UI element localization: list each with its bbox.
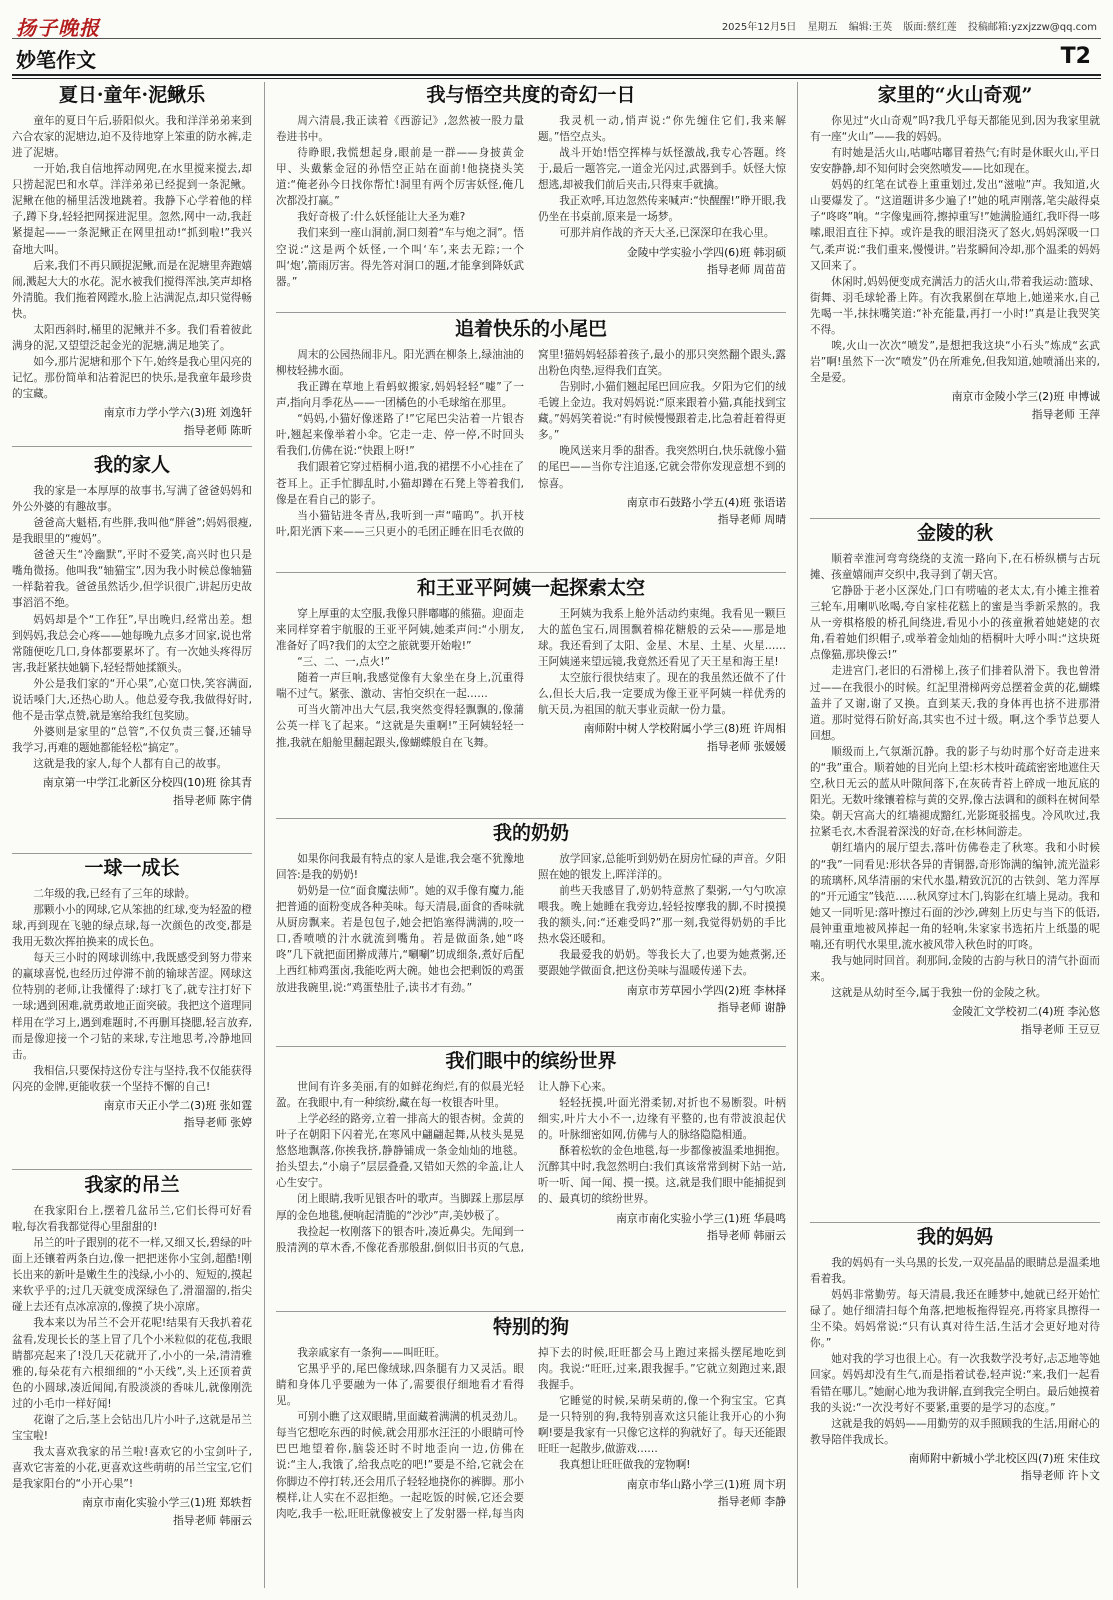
article-paragraph: 待睁眼,我慌想起身,眼前是一群——身披黄金甲、头戴紫金冠的孙悟空正站在面前!他挠挠头笑道:“俺老孙今日找你帮忙!洞里有两个厉害妖怪,俺几次都没打赢。” [276, 146, 524, 208]
article-paragraph: 太空旅行很快结束了。现在的我虽然还做不了什么,但长大后,我一定要成为像王亚平阿姨一样优秀的航天员,为祖国的航天事业贡献一份力量。 [538, 672, 786, 717]
article-byline [538, 982, 786, 1017]
article-paragraph: 每天三小时的网球训练中,我既感受到努力带来的赢球喜悦,也经历过停滞不前的输球苦涩。网球这位特别的老师,让我懂得了:球打飞了,就专注打好下一球;遇到困难,就勇敢地正面突破。我把这个道理同样用在学习上,遇到难题时,不再删耳挠腮,轻言放弃,而是像迎接一个刁钻的来球,专注地思考,冷静地回击。 [12, 952, 252, 1061]
article-byline [538, 720, 786, 755]
article-paragraph: 走进宫门,老旧的石滑梯上,孩子们排着队滑下。我也曾滑过——在我很小的时候。红記里滑梯两旁总摆着金黄的花,蝴蝶盖并了又谢,谢了又换。直到某天,我的身体再也挤不进那滑道。那时觉得石阶好高,其实也不过十级。啊,这个季节总要人回想。 [810, 665, 1100, 742]
article-byline [12, 1494, 252, 1529]
article-title: 我与悟空共度的奇幻一日 [426, 84, 636, 106]
article-paragraph: 唉,火山一次次“喷发”,是想把我这块“小石头”炼成“玄武岩”啊!虽然下一次“喷发”仍在所难免,但我知道,她喷涌出来的,全是爱。 [810, 340, 1100, 385]
article-paragraph: 顺着幸淮河弯弯绕绕的支流一路向下,在石桥纵横与古玩摊、孩童嬉闹声交织中,我寻到了朝天宫。 [810, 552, 1100, 581]
author-name: 南京市石鼓路小学五(4)班 张语诺 [626, 495, 786, 509]
article-paragraph: 酥着松软的金色地毯,每一步都像被温柔地拥抱。沉醉其中时,我忽然明白:我们真该常常到树下站一站,听一听、闻一闻、摸一摸。这,就是我们眼中能捕捉到的、最真切的缤纷世界。 [538, 1145, 786, 1206]
article-title: 特别的狗 [492, 1316, 569, 1338]
article-paragraph: 告别时,小猫们翘起尾巴回应我。夕阳为它们的绒毛镀上金边。我对妈妈说:“原来跟着小猫,真能找到宝藏。”妈妈笑着说:“有时候慢慢跟着走,比急着赶着得更多。” [538, 380, 786, 442]
article-paragraph: 外公是我们家的“开心果”,心宽口快,笑容满面,说话嗓门大,还热心助人。他总爱夸我,我做得好时,他不是击掌点赞,就是塞给我红包奖励。 [12, 677, 252, 723]
article-title: 追着快乐的小尾巴 [454, 318, 607, 340]
article-title: 我们眼中的缤纷世界 [445, 1050, 617, 1072]
issue-editor: 编辑:王英 [848, 22, 893, 33]
teacher-name: 指导老师 王萍 [1031, 407, 1100, 421]
author-name: 南京市南化实验小学三(1)班 华晨鸣 [616, 1211, 786, 1225]
article-paragraph: 妈妈非常勤劳。每天清晨,我还在睡梦中,她就已经开始忙碌了。她仔细清扫每个角落,把地板拖得锃亮,再将家具擦得一尘不染。妈妈常说:“只有认真对待生活,生活才会更好地对待你。” [810, 1288, 1100, 1350]
article-paragraph: 我太喜欢我家的吊兰啦!喜欢它的小宝剑叶子,喜欢它害羞的小花,更喜欢这些萌萌的吊兰宝宝,它们是我家阳台的“小开心果”! [12, 1446, 252, 1491]
article-paragraph: 它静卧于老小区深处,门口有唠嗑的老太太,有小摊主推着三轮车,用喇叭吆喝,夸自家桂花糕上的蜜是当季新采熬的。我从一旁棋格般的桥孔间绕进,看见小小的孩童揪着她姥姥的衣角,看着她们织帽子,或举着金灿灿的梧桐叶大呼小叫:“这块斑点像猫,那块像云!” [810, 584, 1100, 662]
article-paragraph: 我正蹲在草地上看蚂蚁搬家,妈妈轻轻“嘘”了一声,指向月季花丛——一团橘色的小毛球缩在那里。 [276, 380, 524, 410]
article-special-dog [276, 1316, 786, 1590]
article-body [12, 1203, 252, 1529]
article-colorful-world [276, 1050, 786, 1306]
article-paragraph: 王阿姨为我系上舱外活动约束绳。我看见一颗巨大的蓝色宝石,周围飘着棉花糖般的云朵——那是地球。我还看到了太阳、金星、木星、土星、火星……王阿姨递来望远镜,我竟然还看见了天王星和海王星! [538, 607, 786, 669]
article-byline [538, 494, 786, 529]
article-title: 我家的吊兰 [84, 1174, 180, 1196]
teacher-name: 指导老师 王豆豆 [1020, 1022, 1100, 1036]
article-body [276, 606, 786, 755]
section-divider [810, 518, 1100, 519]
author-name: 南京市南化实验小学三(1)班 郑轶哲 [82, 1496, 252, 1510]
article-paragraph: 我捡起一枚刚落下的银杏叶,凑近鼻尖。先闻到一股清洌的草木香,不像花香那般甜,倒似旧书页的气息,让人静下心来。 [276, 1080, 613, 1254]
article-body [12, 886, 252, 1132]
article-byline [810, 1450, 1100, 1485]
article-title: 夏日·童年·泥鳅乐 [58, 84, 206, 106]
article-my-mom [810, 1226, 1100, 1590]
article-byline [810, 388, 1100, 423]
article-spider-plant [12, 1174, 252, 1590]
article-paragraph: 这就是从幼时至今,属于我独一份的金陵之秋。 [831, 987, 1047, 1000]
article-paragraph: 那颗小小的网球,它从笨拙的红球,变为轻盈的橙球,再到现在飞驰的绿点球,每一次颜色的改变,都是我用无数次挥拍换来的成长色。 [12, 903, 252, 949]
masthead-thick-rule [12, 74, 1101, 76]
article-paragraph: 随着一声巨响,我感觉像有大象坐在身上,沉重得喘不过气。紧张、激动、害怕交织在一起…… [276, 672, 524, 701]
article-my-family [12, 454, 252, 849]
teacher-name: 指导老师 陈昕 [183, 423, 252, 437]
teacher-name: 指导老师 许卜文 [1020, 1469, 1100, 1483]
article-paragraph: 世间有许多美丽,有的如鲜花绚烂,有的似晨光轻盈。在我眼中,有一种缤纷,藏在每一枚银杏叶里。 [276, 1080, 524, 1109]
article-paragraph: 花谢了之后,茎上会钻出几片小叶子,这就是吊兰宝宝啦! [12, 1414, 252, 1443]
article-title: 和王亚平阿姨一起探索太空 [416, 577, 645, 599]
teacher-name: 指导老师 陈宇倩 [172, 793, 252, 807]
article-paragraph: 这就是我的家人,每个人都有自己的故事。 [33, 758, 228, 771]
teacher-name: 指导老师 周晴 [717, 512, 786, 526]
author-name: 南京市天正小学二(3)班 张如霆 [103, 1099, 252, 1113]
article-paragraph: 可那并肩作战的齐天大圣,已深深印在我心里。 [559, 227, 775, 240]
article-paragraph: 休闲时,妈妈便变成充满活力的活火山,带着我运动:篮球、街舞、羽毛球轮番上阵。有次我累倒在草地上,她递来水,自己先喝一半,抹抹嘴笑道:“补充能量,再打一小时!”真是让我哭笑不得。 [810, 275, 1100, 337]
author-name: 南师附中树人学校附属小学三(8)班 许周相 [583, 722, 786, 736]
article-byline [12, 404, 252, 439]
article-paragraph: 爸爸天生“冷幽默”,平时不爱笑,高兴时也只是嘴角微扬。他叫我“轴猫宝”,因为我小时候总像轴猫一样黏着我。爸爸虽然话少,但学识很广,讲起历史故事滔滔不绝。 [12, 549, 252, 610]
article-paragraph: 太阳西斜时,桶里的泥鳅并不多。我们看着彼此满身的泥,又望望泛起金光的泥塘,满足地笑了。 [12, 324, 252, 353]
teacher-name: 指导老师 李静 [717, 1494, 786, 1508]
article-paragraph: 朝红墙内的展厅望去,落叶仿佛卷走了秋寒。我和小时候的“我”一同看见:形状各异的青铜器,奇形饰满的编钟,流光溢彩的琉璃杯,风华清丽的宋代水墨,精致沉沉的古铁剑、笔力浑厚的“开元通宝”钱范……秋风穿过木门,钩影在红墙上晃动。我和她又一同听见:落叶擦过石面的沙沙,碑刻上历史与当下的低语,晨钟重重地被风捧起一角的轻响,朱家家书选拓片上纸墨的呢喃,还有明代水果里,流水被风带入秋色时的叮咚。 [810, 842, 1100, 952]
masthead [12, 8, 1101, 78]
article-paragraph: 上学必经的路旁,立着一排高大的银杏树。金黄的叶子在朝阳下闪着光,在寒风中翩翩起舞,从枝头晃晃悠悠地飘落,你挨我挤,静静铺成一条金灿灿的地毯。抬头望去,“小扇子”层层叠叠,又错如天然的伞盖,让人心生安宁。 [276, 1112, 524, 1190]
article-byline [12, 774, 252, 809]
article-body [276, 1345, 786, 1522]
article-paragraph: 外婆则是家里的“总管”,不仅负责三餐,还辅导我学习,再难的题她都能轻松“搞定”。 [12, 726, 252, 755]
section-divider [276, 1046, 786, 1047]
masthead-thin-rule [12, 38, 1101, 39]
article-paragraph: 童年的夏日午后,骄阳似火。我和洋洋弟弟来到六合农家的泥塘边,迫不及待地穿上笨重的防水裤,走进了泥塘。 [12, 114, 252, 159]
article-body [276, 113, 786, 290]
article-body [12, 483, 252, 809]
article-jinling-autumn [810, 522, 1100, 1218]
article-paragraph: 这就是我的妈妈——用勤劳的双手照顾我的生活,用耐心的教导陪伴我成长。 [810, 1417, 1100, 1446]
article-paragraph: 我本来以为吊兰不会开花呢!结果有天我扒着花盆看,发现长长的茎上冒了几个小米粒似的花苞,我眼睛都亮起来了!没几天花就开了,小小的一朵,清清雅雅的,每朵花有六根细细的“小天线”,头上还顶着黄色的小圆球,凑近闻闻,有股淡淡的香味儿,就像刚洗过的小毛巾一样好闻! [12, 1317, 252, 1410]
article-summer-loach [12, 84, 252, 439]
article-space-trip [276, 577, 786, 813]
article-my-grandma [276, 822, 786, 1042]
article-paragraph: 可当火箭冲出大气层,我突然变得轻飘飘的,像蒲公英一样飞了起来。“这就是失重啊!”王阿姨轻轻一推,我就在船舱里翻起跟头,像蝴蝶般自在飞舞。 [276, 704, 524, 749]
article-paragraph: 我的家是一本厚厚的故事书,写满了爸爸妈妈和外公外婆的有趣故事。 [12, 484, 252, 513]
article-paragraph: 在我家阳台上,摆着几盆吊兰,它们长得可好看啦,每次看我都觉得心里甜甜的! [12, 1204, 252, 1233]
article-byline [538, 1210, 786, 1245]
article-body [810, 113, 1100, 423]
issue-weekday: 星期五 [807, 22, 838, 33]
article-paragraph: 穿上厚重的太空服,我像只胖嘟嘟的熊猫。迎面走来同样穿着宇航服的王亚平阿姨,她柔声问:“小朋友,准备好了吗?我们的太空之旅就要开始啦!” [276, 607, 524, 652]
teacher-name: 指导老师 张媛媛 [706, 739, 786, 753]
article-body [810, 551, 1100, 1038]
article-paragraph: 吊兰的叶子跟别的花不一样,又细又长,碧绿的叶面上还镶着两条白边,像一把把迷你小宝剑,超酷!刚长出来的新叶是嫩生生的浅绿,小小的、短短的,摸起来软乎乎的;过几天就变成深绿色了,滑溜溜的,指尖碰上去还有点冰凉凉的,像摸了块小凉席。 [12, 1236, 252, 1314]
article-paragraph: 如果你问我最有特点的家人是谁,我会毫不犹豫地回答:是我的奶奶! [276, 852, 524, 881]
masthead-double-rule [12, 78, 1101, 79]
article-paragraph: “三、二、一,点火!” [297, 656, 390, 669]
article-paragraph: 闭上眼睛,我听见银杏叶的歌声。当脚踩上那层厚厚的金色地毯,便响起清脆的“沙沙”声,美妙极了。 [276, 1193, 524, 1222]
submission-email: 投稿邮箱:yzxjzzw@qq.com [967, 22, 1097, 33]
page-number: T2 [1060, 44, 1091, 69]
author-name: 金陵汇文学校初二(4)班 李沁悠 [951, 1005, 1100, 1019]
newspaper-logo: 扬子晚报 [16, 16, 100, 40]
article-paragraph: 周末的公园热闹非凡。阳光洒在柳条上,绿油油的柳枝轻拂水面。 [276, 348, 524, 377]
article-wukong-day [276, 84, 786, 305]
article-volcano-mom [810, 84, 1100, 514]
article-body [276, 1079, 786, 1256]
section-divider [810, 1222, 1100, 1223]
article-title: 家里的“火山奇观” [877, 84, 1033, 106]
article-paragraph: 放学回家,总能听到奶奶在厨房忙碌的声音。夕阳照在她的银发上,晖洋洋的。 [538, 852, 786, 881]
article-paragraph: 我亲戚家有一条狗——叫旺旺。 [297, 1346, 446, 1359]
article-byline [538, 1476, 786, 1511]
section-divider [276, 572, 786, 573]
column-divider-right [797, 82, 798, 1588]
article-tennis-growth [12, 857, 252, 1164]
article-paragraph: 有时她是活火山,咕嘟咕嘟冒着热气;有时是休眠火山,平日安安静静,却不知何时会突然喷发——比如现在。 [810, 146, 1100, 176]
article-paragraph: 周六清晨,我正读着《西游记》,忽然被一股力量卷进书中。 [276, 114, 524, 143]
section-divider [276, 312, 786, 313]
article-paragraph: 它黑乎乎的,尾巴像绒球,四条腿有力又灵活。眼睛和身体几乎要融为一体了,需要很仔细地看才看得见。 [276, 1362, 524, 1408]
teacher-name: 指导老师 韩丽云 [706, 1228, 786, 1242]
section-divider [276, 818, 786, 819]
article-paragraph: 战斗开始!悟空挥棒与妖怪激战,我专心答题。终于,最后一题答完,一道金光闪过,武器到手。妖怪大惊想逃,却被我们前后夹击,只得束手就擒。 [538, 146, 786, 192]
article-paragraph: 当小猫钻进冬青丛,我听到一声“喵呜”。扒开枝叶,阳光洒下来——三只更小的毛团正睡在旧毛衣做的窝里!猫妈妈轻舔着孩子,最小的那只突然翻个跟头,露出粉色肉垫,逗得我们直笑。 [276, 348, 786, 538]
article-byline [538, 244, 786, 279]
article-body [810, 1255, 1100, 1485]
section-divider [12, 853, 252, 854]
article-paragraph: 我正欢呼,耳边忽然传来喊声:“快醒醒!”睁开眼,我仍坐在书桌前,原来是一场梦。 [538, 195, 786, 224]
article-paragraph: 如今,那片泥塘和那个下午,始终是我心里闪亮的记忆。那份简单和沾着泥巴的快乐,是我童年最珍贵的宝藏。 [12, 356, 252, 401]
article-title: 金陵的秋 [916, 522, 993, 544]
article-title: 我的奶奶 [492, 822, 569, 844]
article-paragraph: 妈妈却是个“工作狂”,早出晚归,经常出差。想到妈妈,我总会心疼——她每晚九点多才回家,说也常常随便吃几口,身体都要累坏了。有一次她头疼得厉害,我赶紧扶她躺下,轻轻帮她揉额头。 [12, 613, 252, 674]
section-divider [12, 446, 252, 447]
article-paragraph: 她对我的学习也很上心。有一次我数学没考好,忐忑地等她回家。妈妈却没有生气,而是指着试卷,轻声说:“来,我们一起看看错在哪儿。”她耐心地为我讲解,直到我完全明白。最后她摸着我的头说:“一次没考好不要紧,重要的是学习的态度。” [810, 1353, 1100, 1414]
article-paragraph: 后来,我们不再只顾捉泥鳅,而是在泥塘里奔跑嬉闹,溅起大大的水花。泥水被我们搅得浑浊,笑声却格外清脆。我们拖着网蹚水,脸上沾满泥点,却只觉得畅快。 [12, 259, 252, 320]
article-paragraph: “妈妈,小猫好像迷路了!”它尾巴尖沾着一片银杏叶,翘起来像举着小伞。它走一走、停一停,不时回头看我们,仿佛在说:“快跟上呀!” [276, 413, 524, 458]
section-divider [276, 1311, 786, 1312]
article-paragraph: 妈妈的红笔在试卷上重重划过,发出“滋啦”声。我知道,火山要爆发了。“这道题讲多少遍了!”她的吼声刚落,笔尖敲得桌子“咚咚”响。“字像鬼画符,擦掉重写!”她满脸通红,我吓得一哆嗦,眼泪直往下掉。或许是我的眼泪浇灭了怒火,妈妈深吸一口气,柔声说:“我们重来,慢慢讲。”岩浆瞬间冷却,那个温柔的妈妈又回来了。 [810, 179, 1100, 272]
author-name: 金陵中学实验小学四(6)班 韩羽硕 [626, 245, 786, 259]
issue-date: 2025年12月5日 [721, 22, 797, 33]
author-name: 南师附中新城小学北校区四(7)班 宋佳玟 [908, 1451, 1100, 1465]
article-paragraph: 可别小瞧了这双眼睛,里面藏着满满的机灵劲儿。每当它想吃东西的时候,就会用那水汪汪的小眼睛可怜巴巴地望着你,脑袋还时不时地歪向一边,仿佛在说:“主人,我饿了,给我点吃的吧!”要是不给,它就会在你脚边不停打转,还会用爪子轻轻地挠你的裤脚。那小模样,让人实在不忍拒绝。一起吃饭的时候,它还会要肉吃,我手一松,旺旺就像被安上了发射器一样,每当肉掉下去的时候,旺旺都会马上跑过来摇头摆尾地吃到肉。我说:“旺旺,过来,跟我握手。”它就立刻跑过来,跟我握手。 [276, 1346, 786, 1520]
article-paragraph: 我与她同时回首。刹那间,金陵的古韵与秋日的清气扑面而来。 [810, 955, 1100, 984]
author-name: 南京市力学小学六(3)班 刘逸轩 [103, 406, 252, 420]
article-byline [810, 1003, 1100, 1038]
section-divider [12, 1169, 252, 1170]
article-byline [12, 1097, 252, 1132]
author-name: 南京市金陵小学三(2)班 申博诚 [951, 390, 1100, 404]
teacher-name: 指导老师 韩丽云 [172, 1513, 252, 1527]
article-title: 我的家人 [93, 454, 170, 476]
author-name: 南京市芳草园小学四(2)班 李林择 [626, 983, 786, 997]
article-paragraph: 我最爱我的奶奶。等我长大了,也要为她煮粥,还要跟她学做面食,把这份美味与温暖传递下去。 [538, 949, 786, 978]
article-paragraph: 二年级的我,已经有了三年的球龄。 [33, 887, 196, 900]
article-body [276, 851, 786, 1016]
article-paragraph: 晚风送来月季的甜香。我突然明白,快乐就像小猫的尾巴——当你专注追逐,它就会带你发现意想不到的惊喜。 [538, 445, 786, 490]
article-paragraph: 我相信,只要保持这份专注与坚持,我不仅能获得闪亮的金牌,更能收获一个坚持不懈的自己! [12, 1064, 252, 1093]
article-title: 我的妈妈 [916, 1226, 993, 1248]
article-paragraph: 顺级而上,气氛渐沉静。我的影子与幼时那个好奇走进来的“我”重合。顺着她的目光向上望:杉木枝叶疏疏密密地遮住天空,秋日无云的蓝从叶隙间落下,在灰砖青苔上碎成一地瓦底的阳光。无数叶缘镶着棕与黄的交界,像古法调和的颜料在树间晕染。朝天宫高大的红墙褪成黯红,光影斑驳摇曳。冷风吹过,我拉紧毛衣,木香混着深浅的好奇,在杉林间游走。 [810, 745, 1100, 839]
article-paragraph: 轻轻抚摸,叶面光滑柔韧,对折也不易断裂。叶柄细实,叶片大小不一,边缘有平整的,也有带波浪起伏的。叶脉细密如网,仿佛与人的脉络隐隐相通。 [538, 1096, 786, 1142]
article-paragraph: 我们跟着它穿过梧桐小道,我的裙摆不小心挂在了苍耳上。正手忙脚乱时,小猫却蹲在石凳上等着我们,像是在看自己的影子。 [276, 461, 524, 506]
article-title: 一球一成长 [84, 857, 180, 879]
article-paragraph: 爸爸高大魁梧,有些胖,我叫他“胖爸”;妈妈很瘦,是我眼里的“瘦妈”。 [12, 516, 252, 546]
article-paragraph: 奶奶是一位“面食魔法师”。她的双手像有魔力,能把普通的面粉变成各种美味。每天清晨,面食的香味就从厨房飘来。若是包包子,她会把馅塞得满满的,咬一口,香喷喷的汁水就流到嘴角。若是做面条,她“咚咚”几下就把面团擀成薄片,“唰唰”切成细条,煮好后配上西红柿鸡蛋卤,我能吃两大碗。她也会把剩饭的鸡蛋放进我碗里,说:“鸡蛋垫肚子,读书才有劲。” [276, 884, 524, 994]
section-title: 妙笔作文 [16, 48, 96, 72]
article-body [12, 113, 252, 439]
article-paragraph: 它睡觉的时候,呆萌呆萌的,像一个狗宝宝。它真是一只特别的狗,我特别喜欢这只能让我开心的小狗啊!要是我家有一只像它这样的狗就好了。每天还能跟旺旺一起散步,做游戏…… [538, 1395, 786, 1456]
article-paragraph: 我灵机一动,悄声说:“你先缠住它们,我来解题。”悟空点头。 [538, 114, 786, 143]
article-kitten-tail [276, 318, 786, 568]
article-paragraph: 一开始,我自信地挥动网兜,在水里搅来搅去,却只捞起泥巴和水草。洋洋弟弟已经捉到一条泥鳅。泥鳅在他的桶里活泼地跳着。我静下心学着他的样子,蹲下身,轻轻把网探进泥里。忽然,网中一动,我赶紧提起——一条泥鳅正在网里扭动!“抓到啦!”我兴奋地大叫。 [12, 163, 252, 256]
issue-info [714, 18, 1097, 33]
issue-designer: 版面:蔡红莲 [903, 22, 957, 33]
article-paragraph: 前些天我感冒了,奶奶特意熬了梨粥,一勺勺吹凉喂我。晚上她睡在我旁边,轻轻按摩我的脚,不时摸摸我的额头,问:“还难受吗?”那一刻,我觉得奶奶的手比热水袋还暖和。 [538, 884, 786, 946]
teacher-name: 指导老师 张婷 [183, 1116, 252, 1130]
column-divider-left [264, 82, 265, 1588]
teacher-name: 指导老师 谢静 [717, 1000, 786, 1014]
article-paragraph: 我好奇极了:什么妖怪能让大圣为难? [297, 211, 466, 224]
article-paragraph: 你见过“火山奇观”吗?我几乎每天都能见到,因为我家里就有一座“火山”——我的妈妈。 [810, 114, 1100, 143]
article-paragraph: 我的妈妈有一头乌黑的长发,一双亮晶晶的眼睛总是温柔地看着我。 [810, 1256, 1100, 1285]
article-paragraph: 我们来到一座山洞前,洞口刻着“车与炮之洞”。悟空说:“这是两个妖怪,一个叫‘车’,来去无踪;一个叫‘炮’,箭雨厉害。得先答对洞口的题,才能拿到降妖武器。” [276, 227, 524, 288]
teacher-name: 指导老师 周苗苗 [706, 262, 786, 276]
author-name: 南京市华山路小学三(1)班 周卞玥 [626, 1477, 786, 1491]
article-body [276, 347, 786, 540]
author-name: 南京第一中学江北新区分校四(10)班 徐其青 [42, 776, 252, 790]
article-paragraph: 我真想让旺旺做我的宠物啊! [559, 1459, 691, 1472]
